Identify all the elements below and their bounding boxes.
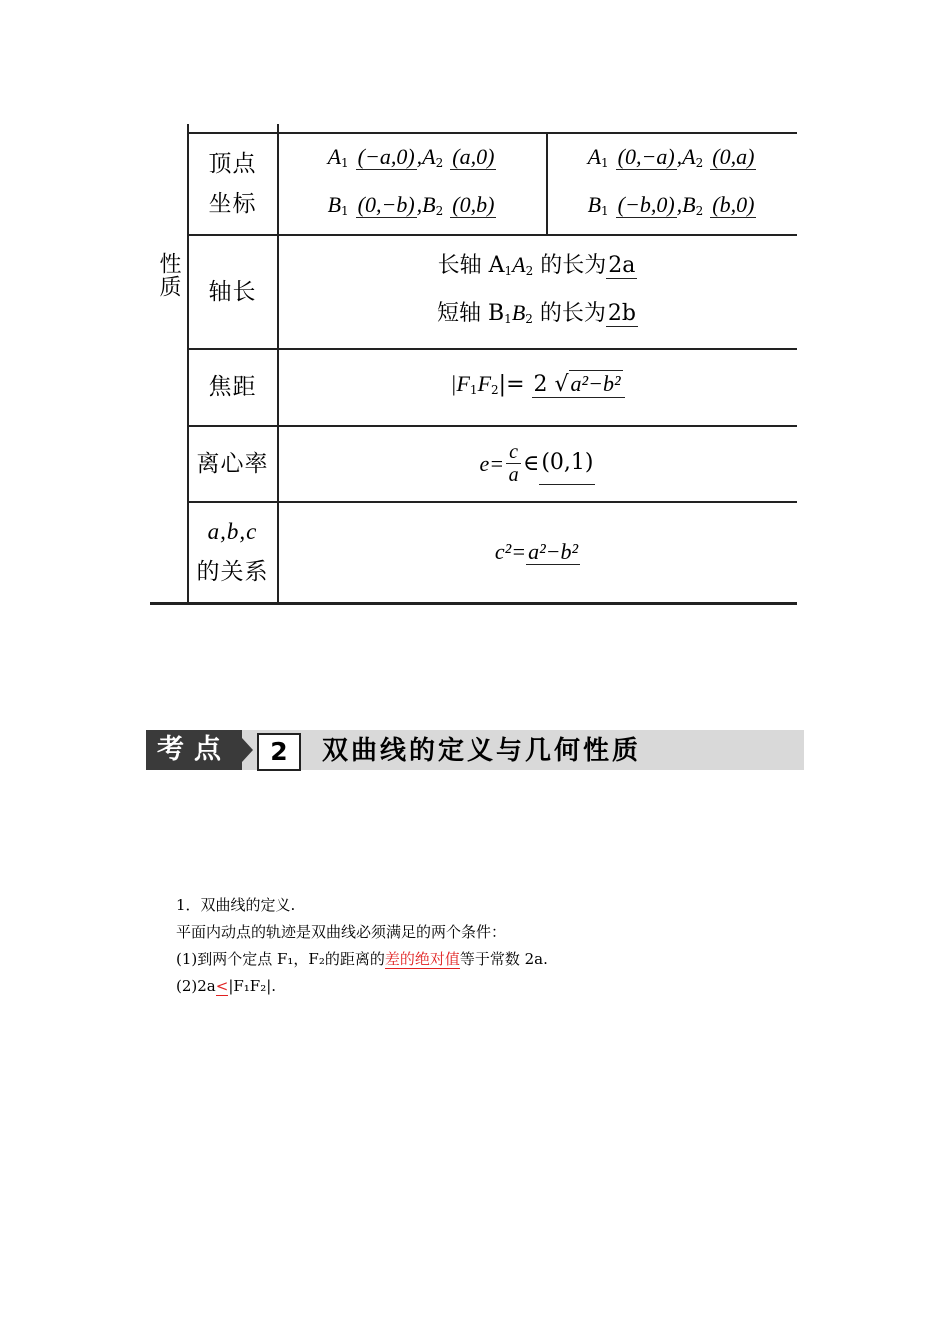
focal-label: 焦距 xyxy=(208,374,257,400)
answer-b1-coord: (0,−b) xyxy=(357,191,415,217)
minor-axis-line: 短轴 $B_1B_2$ 的长为2b xyxy=(437,299,636,326)
eccentricity-label: 离心率 xyxy=(196,450,269,477)
answer-relation: a²−b² xyxy=(528,538,579,564)
answer-a2-coord-vertical: (0,a) xyxy=(712,143,755,169)
answer-focal-distance: 2 √a²−b² xyxy=(532,372,625,398)
definition-heading: 1．双曲线的定义. xyxy=(176,896,296,914)
eccentricity-formula: e= $\frac{c}{a}$ ∈ (0,1) xyxy=(479,441,594,486)
section-number: 2 xyxy=(257,733,301,771)
group-label-text: 性质 xyxy=(156,252,181,298)
relation-cell xyxy=(278,502,797,602)
focal-cell xyxy=(278,349,797,425)
vertex-label xyxy=(188,133,277,234)
eccentricity-cell xyxy=(278,426,797,501)
answer-b1-coord-vertical: (−b,0) xyxy=(617,191,675,217)
answer-eccentricity-range: (0,1) xyxy=(539,442,595,485)
axis-cell xyxy=(278,235,797,348)
arrow-right-icon xyxy=(242,738,253,762)
answer-a2-coord: (a,0) xyxy=(452,143,495,169)
vertex-vertical-line1: $A_1$ $(0,-a),A_2$ (0,a) xyxy=(587,143,755,170)
answer-b2-coord-vertical: (b,0) xyxy=(712,191,755,217)
section-title: 双曲线的定义与几何性质 xyxy=(322,736,642,766)
vertex-horizontal-line2: $B_1$ $(0,-b),B_2$ (0,b) xyxy=(327,191,495,218)
condition-1: (1)到两个定点 F₁，F₂的距离的差的绝对值等于常数 2a. xyxy=(176,950,548,968)
definition-intro: 平面内动点的轨迹是双曲线必须满足的两个条件： xyxy=(176,923,507,941)
answer-less-than: < xyxy=(215,977,229,995)
focal-formula: $|F_1F_2|= 2$ √a²−b² xyxy=(450,363,624,411)
answer-a1-coord-vertical: (0,−a) xyxy=(617,143,675,169)
section-tag: 考点 xyxy=(146,730,242,770)
vertex-label-line2: 坐标 xyxy=(208,190,257,217)
group-label xyxy=(150,240,187,310)
relation-formula: c²=a²−b² xyxy=(494,538,579,564)
answer-abs-difference: 差的绝对值 xyxy=(384,950,460,968)
vertex-horizontal-cell xyxy=(278,133,546,234)
vertex-vertical-cell xyxy=(547,133,797,234)
relation-label: a,b,c 的关系 xyxy=(196,519,269,585)
table-bottom-border xyxy=(150,602,797,605)
vertex-vertical-line2: $B_1$ $(-b,0),B_2$ (b,0) xyxy=(587,191,755,218)
answer-minor-axis: 2b xyxy=(607,300,636,326)
condition-2: (2)2a<|F₁F₂|. xyxy=(176,977,277,995)
vertex-label-line1: 顶点 xyxy=(208,150,257,177)
fraction: $\frac{c}{a}$ xyxy=(506,441,521,486)
axis-label: 轴长 xyxy=(208,278,257,305)
answer-a1-coord: (−a,0) xyxy=(357,143,415,169)
answer-major-axis: 2a xyxy=(608,252,636,278)
vertex-horizontal-line1: $A_1$ $(-a,0),A_2$ (a,0) xyxy=(327,143,495,170)
answer-b2-coord: (0,b) xyxy=(452,191,495,217)
major-axis-line: 长轴 $A_1A_2$ 的长为2a xyxy=(437,251,636,278)
